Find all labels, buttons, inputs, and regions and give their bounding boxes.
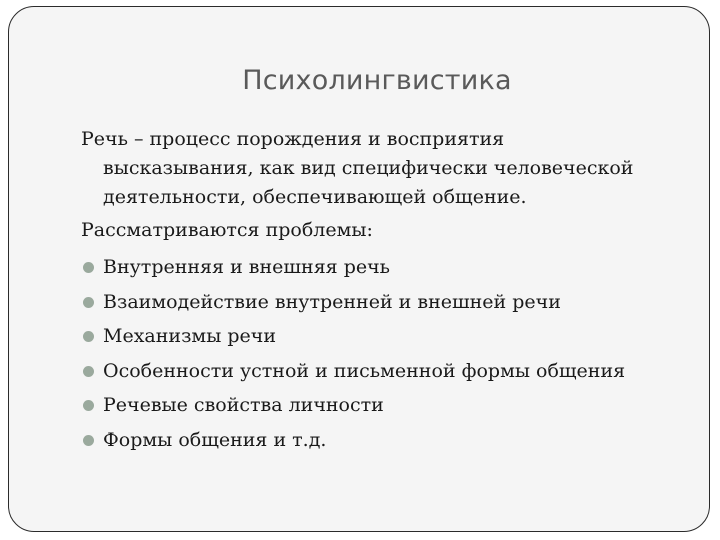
circle-bullet-icon [83,435,94,446]
list-item [81,319,701,354]
circle-bullet-icon [83,262,94,273]
list-item-text: Особенности устной и письменной формы общения [103,359,626,382]
list-item-text: Формы общения и т.д. [103,428,327,451]
definition-line: высказывания, как вид специфически человеческой [103,157,634,179]
definition-line: Речь – процесс порождения и восприятия [81,128,505,150]
list-item-text: Взаимодействие внутренней и внешней речи [103,290,561,313]
list-item [81,354,701,389]
circle-bullet-icon [83,331,94,342]
definition-line: деятельности, обеспечивающей общение. [103,186,527,208]
circle-bullet-icon [83,297,94,308]
problems-heading: Рассматриваются проблемы: [81,219,373,241]
list-item [81,388,701,423]
problems-list [81,250,701,457]
slide-body [81,125,701,457]
circle-bullet-icon [83,366,94,377]
list-item-text: Внутренняя и внешняя речь [103,256,391,278]
slide-title: Психолингвистика [242,65,512,96]
list-item [81,285,701,320]
definition-paragraph [81,125,701,212]
slide-frame [8,6,710,532]
list-item [81,423,701,458]
circle-bullet-icon [83,400,94,411]
list-item-text: Механизмы речи [103,325,277,347]
list-item [81,250,701,285]
list-item-text: Речевые свойства личности [103,394,384,416]
